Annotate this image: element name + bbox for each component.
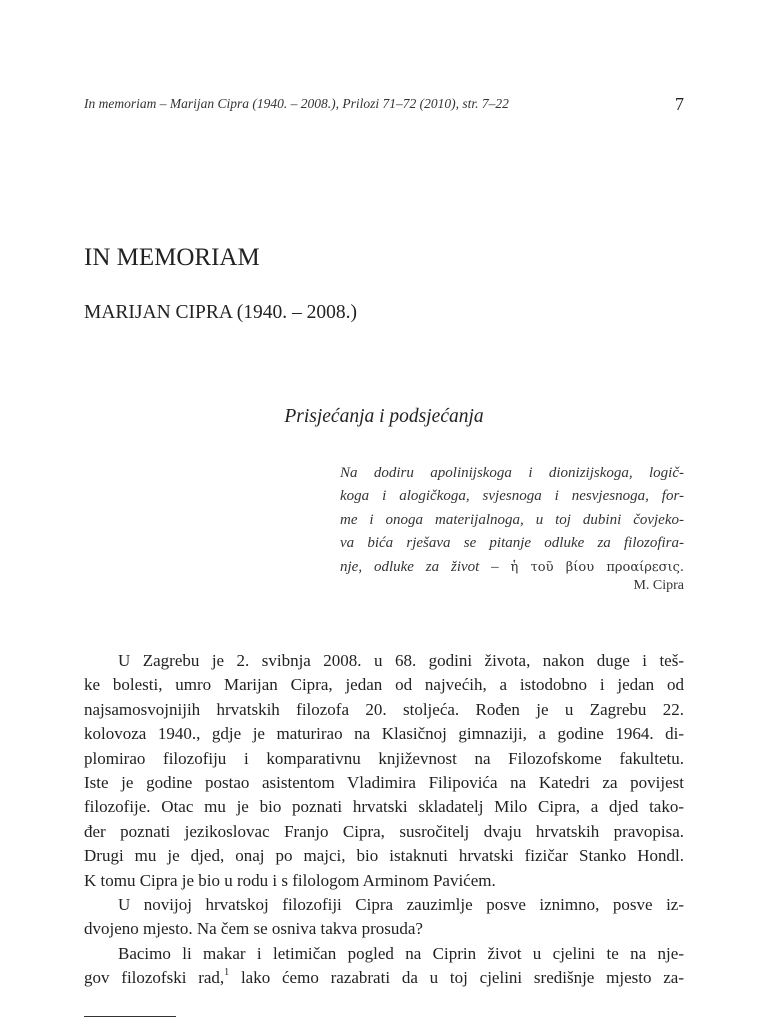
epigraph-line-last (340, 556, 684, 579)
body-line: U novijoj hrvatskoj filozofiji Cipra zauzimlje posve iznimno, posve iz- (118, 895, 684, 915)
article-title: MARIJAN CIPRA (1940. – 2008.) (84, 302, 358, 323)
body-line: dvojeno mjesto. Na čem se osniva takva prosuda? (84, 919, 423, 939)
body-text-segment: lako ćemo razabrati da u toj cjelini središnje mjesto za- (229, 968, 684, 988)
epigraph-line: me i onoga materijalnoga, u toj dubini čovjeko- (340, 511, 684, 528)
epigraph-author: M. Cipra (633, 578, 684, 593)
body-line: najsamosvojnijih hrvatskih filozofa 20. stoljeća. Rođen je u Zagrebu 22. (84, 699, 684, 719)
body-text (84, 649, 684, 991)
footnote-reference[interactable]: 1 (224, 966, 230, 978)
body-line: ke bolesti, umro Marijan Cipra, jedan od najvećih, a istodobno i jedan od (84, 675, 684, 695)
body-line: kolovoza 1940., gdje je maturirao na Klasičnoj gimnaziji, a godine 1964. di- (84, 724, 684, 744)
body-line: Iste je godine postao asistentom Vladimira Filipovića na Katedri za povijest (84, 773, 684, 793)
footnote-divider (84, 1016, 176, 1017)
epigraph-greek: ἡ τοῦ βίου προαίρεσις. (510, 559, 684, 575)
body-line: filozofije. Otac mu je bio poznati hrvatski skladatelj Milo Cipra, a djed tako- (84, 797, 684, 817)
body-line: plomirao filozofiju i komparativnu književnost na Filozofskome fakultetu. (84, 748, 684, 768)
epigraph-line: va bića rješava se pitanje odluke za filozofira- (340, 535, 684, 552)
body-line: đer poznati jezikoslovac Franjo Cipra, susročitelj dvaju hrvatskih pravopisa. (84, 821, 684, 841)
epigraph-line: Na dodiru apolinijskoga i dionizijskoga, logič- (340, 465, 684, 481)
section-title: IN MEMORIAM (84, 244, 260, 271)
body-line: Bacimo li makar i letimičan pogled na Ciprin život u cjelini te na nje- (118, 943, 684, 963)
body-line: Drugi mu je djed, onaj po majci, bio istaknuti hrvatski fizičar Stanko Hondl. (84, 846, 684, 866)
body-line-last (84, 966, 684, 990)
body-line: K tomu Cipra je bio u rodu i s filologom Arminom Pavićem. (84, 870, 496, 890)
epigraph-latin: nje, odluke za život – (340, 558, 511, 575)
running-head: In memoriam – Marijan Cipra (1940. – 2008.), Prilozi 71–72 (2010), str. 7–22 (84, 96, 509, 111)
body-text-segment: gov filozofski rad, (84, 968, 225, 988)
epigraph-line: koga i alogičkoga, svjesnoga i nesvjesnoga, for- (340, 488, 684, 505)
article-subtitle: Prisjećanja i podsjećanja (284, 406, 484, 427)
body-line: U Zagrebu je 2. svibnja 2008. u 68. godini života, nakon duge i teš- (118, 651, 684, 670)
page-number: 7 (675, 94, 684, 114)
epigraph (340, 462, 684, 579)
